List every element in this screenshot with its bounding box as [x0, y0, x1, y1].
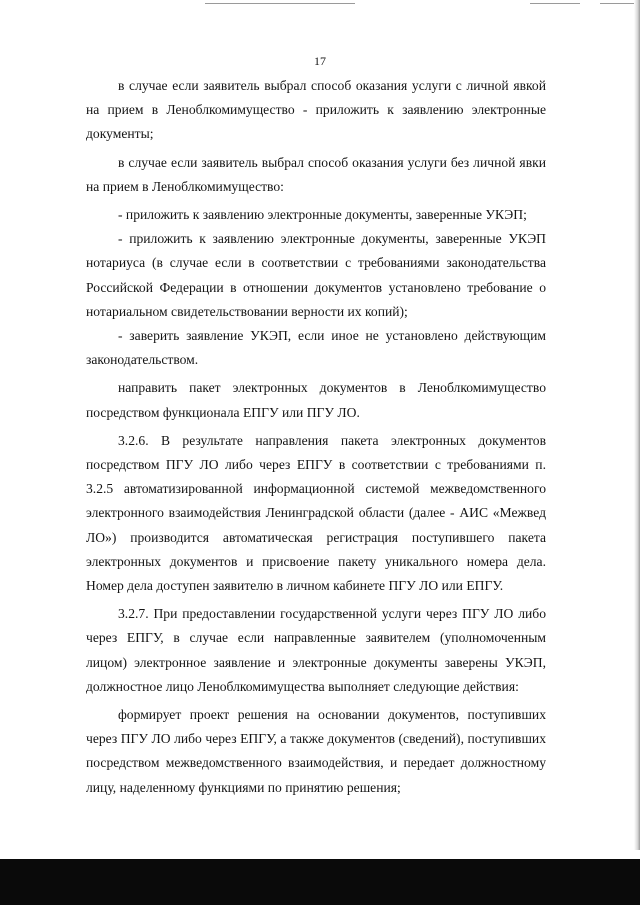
- scan-edge-mark: [205, 3, 355, 4]
- document-body: [86, 74, 546, 800]
- page-number: 17: [314, 54, 326, 68]
- scan-bottom-band: [0, 859, 640, 905]
- scan-top-edge: [0, 0, 640, 8]
- list-item: - заверить заявление УКЭП, если иное не установлено действующим законодательством.: [86, 328, 546, 368]
- list-item: - приложить к заявлению электронные документы, заверенные УКЭП;: [118, 207, 527, 223]
- section-3-2-7: 3.2.7. При предоставлении государственной услуги через ПГУ ЛО либо через ЕПГУ, в случае если направленные заявителем (уполномоченным лицом) электронное заявление и электронные документы заверены УКЭП, должностное лицо Леноблкомимущества выполняет следующие действия:: [86, 606, 546, 694]
- scan-right-edge: [634, 0, 640, 850]
- section-3-2-6: 3.2.6. В результате направления пакета электронных документов посредством ПГУ ЛО либо через ЕПГУ в соответствии с требованиями п. 3.2.5 автоматизированной информационной системой межведомственного электронного взаимодействия Ленинградской области (далее - АИС «Межвед ЛО») производится автоматическая регистрация поступившего пакета электронных документов и присвоение пакету уникального номера дела. Номер дела доступен заявителю в личном кабинете ПГУ ЛО или ЕПГУ.: [86, 432, 546, 594]
- paragraph: в случае если заявитель выбрал способ оказания услуги с личной явкой на прием в Леноблкомимущество - приложить к заявлению электронные документы;: [86, 78, 546, 142]
- scan-edge-mark: [530, 3, 580, 4]
- paragraph: в случае если заявитель выбрал способ оказания услуги без личной явки на прием в Леноблкомимущество:: [86, 154, 546, 194]
- scan-edge-mark: [600, 3, 634, 4]
- paragraph: формирует проект решения на основании документов, поступивших через ПГУ ЛО либо через ЕПГУ, а также документов (сведений), поступивших посредством межведомственного взаимодействия, и передает должностному лицу, наделенному функциями по принятию решения;: [86, 707, 546, 795]
- paragraph: направить пакет электронных документов в Леноблкомимущество посредством функционала ЕПГУ или ПГУ ЛО.: [86, 380, 546, 420]
- list-item: - приложить к заявлению электронные документы, заверенные УКЭП нотариуса (в случае если в соответствии с требованиями законодательства Российской Федерации в отношении документов установлено требование о нотариальном свидетельствовании верности их копий);: [86, 231, 546, 319]
